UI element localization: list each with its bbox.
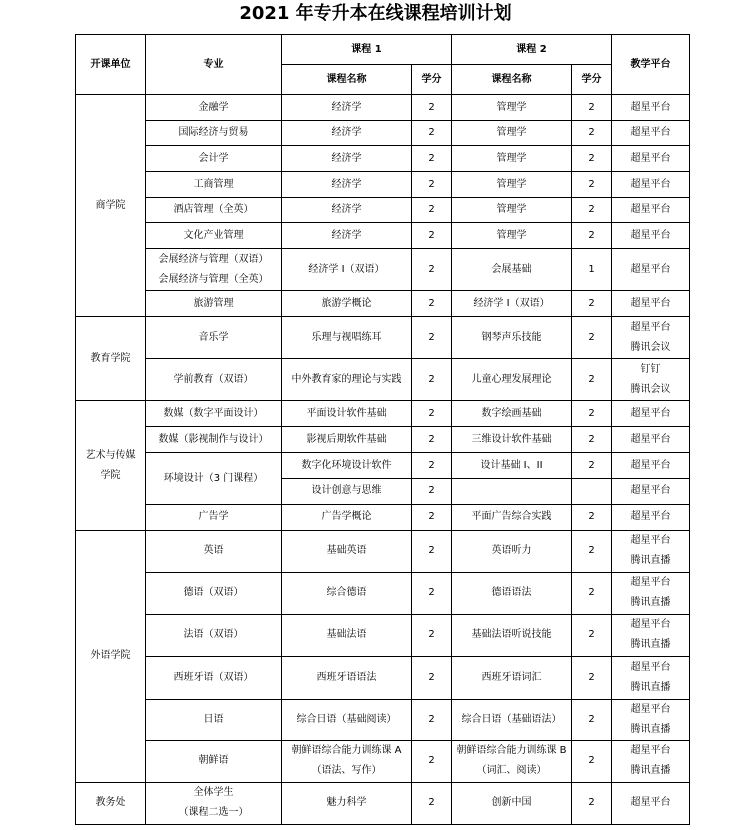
major-cell: 文化产业管理 [146,223,282,249]
credit2-cell: 2 [572,740,612,782]
credit2-cell: 2 [572,699,612,740]
course2-cell: 会展基础 [452,249,572,291]
credit1-cell: 2 [412,291,452,317]
course1-cell: 影视后期软件基础 [282,427,412,453]
platform-line: 腾讯直播 [630,639,671,651]
platform-line: 腾讯直播 [630,597,671,609]
platform-cell: 超星平台 [612,95,690,121]
header-course1-credit: 学分 [412,65,452,95]
platform-line: 腾讯直播 [630,765,671,777]
platform-cell: 超星平台 [612,223,690,249]
course-line: （词汇、阅读） [476,765,547,777]
major-cell: 西班牙语（双语） [146,656,282,699]
credit2-cell: 2 [572,401,612,427]
major-cell: 朝鲜语 [146,740,282,782]
course1-cell: 乐理与视唱练耳 [282,317,412,359]
credit2-cell: 2 [572,530,612,572]
platform-cell [612,699,690,740]
credit2-cell: 1 [572,249,612,291]
major-cell: 环境设计（3 门课程） [146,453,282,504]
unit-line: 学院 [100,469,121,481]
platform-cell [612,572,690,614]
major-cell: 数媒（影视制作与设计） [146,427,282,453]
course2-cell: 管理学 [452,223,572,249]
course1-cell: 经济学 [282,121,412,146]
platform-cell: 超星平台 [612,401,690,427]
credit2-cell: 2 [572,291,612,317]
credit2-cell: 2 [572,453,612,478]
course2-cell: 创新中国 [452,782,572,824]
major-cell: 国际经济与贸易 [146,121,282,146]
major-cell: 法语（双语） [146,614,282,656]
course2-cell: 管理学 [452,121,572,146]
platform-cell: 超星平台 [612,478,690,504]
major-cell: 德语（双语） [146,572,282,614]
platform-cell: 超星平台 [612,249,690,291]
major-cell: 广告学 [146,504,282,530]
credit2-cell: 2 [572,223,612,249]
course2-cell: 英语听力 [452,530,572,572]
platform-line: 超星平台 [630,577,671,589]
course2-cell: 三维设计软件基础 [452,427,572,453]
credit2-cell: 2 [572,359,612,401]
major-cell: 英语 [146,530,282,572]
course-plan-table [75,34,690,825]
table-row [76,572,690,614]
course1-cell: 魅力科学 [282,782,412,824]
course1-cell: 设计创意与思维 [282,478,412,504]
credit1-cell: 2 [412,249,452,291]
major-cell: 数媒（数字平面设计） [146,401,282,427]
course1-cell: 综合德语 [282,572,412,614]
course1-cell: 经济学 [282,223,412,249]
header-platform: 教学平台 [612,35,690,95]
credit1-cell: 2 [412,656,452,699]
platform-line: 超星平台 [630,703,671,715]
course2-cell [452,478,572,504]
credit1-cell: 2 [412,699,452,740]
credit2-cell: 2 [572,427,612,453]
credit1-cell: 2 [412,427,452,453]
credit1-cell: 2 [412,121,452,146]
major-cell: 会计学 [146,146,282,172]
platform-cell: 超星平台 [612,121,690,146]
credit2-cell: 2 [572,614,612,656]
credit1-cell: 2 [412,172,452,198]
major-cell: 金融学 [146,95,282,121]
course2-cell: 平面广告综合实践 [452,504,572,530]
credit1-cell: 2 [412,223,452,249]
course2-cell: 西班牙语词汇 [452,656,572,699]
credit1-cell: 2 [412,401,452,427]
course2-cell: 基础法语听说技能 [452,614,572,656]
course1-cell [282,740,412,782]
course1-cell: 平面设计软件基础 [282,401,412,427]
credit2-cell: 2 [572,121,612,146]
major-line: 会展经济与管理（双语） [158,253,269,265]
platform-line: 钉钉 [640,363,661,375]
major-cell [146,782,282,824]
credit1-cell: 2 [412,317,452,359]
course1-cell: 基础法语 [282,614,412,656]
course1-cell: 经济学 I（双语） [282,249,412,291]
course2-cell: 管理学 [452,95,572,121]
header-course1-name: 课程名称 [282,65,412,95]
header-course2-name: 课程名称 [452,65,572,95]
header-course2: 课程 2 [452,35,612,65]
credit1-cell: 2 [412,95,452,121]
table-row [76,121,690,146]
platform-cell [612,614,690,656]
table-row [76,656,690,699]
course1-cell: 经济学 [282,146,412,172]
major-cell: 酒店管理（全英） [146,198,282,223]
credit1-cell: 2 [412,614,452,656]
credit1-cell: 2 [412,453,452,478]
course1-cell: 经济学 [282,172,412,198]
header-course2-credit: 学分 [572,65,612,95]
table-row [76,198,690,223]
credit2-cell: 2 [572,172,612,198]
platform-line: 超星平台 [630,661,671,673]
course1-cell: 中外教育家的理论与实践 [282,359,412,401]
platform-cell: 超星平台 [612,504,690,530]
credit1-cell: 2 [412,572,452,614]
course-line: 朝鲜语综合能力训练课 A [291,745,402,757]
course2-cell: 设计基础 I、II [452,453,572,478]
platform-line: 腾讯直播 [630,681,671,693]
table-row [76,427,690,453]
credit1-cell: 2 [412,359,452,401]
major-line: 全体学生 [193,787,234,799]
course1-cell: 经济学 [282,198,412,223]
platform-line: 超星平台 [630,321,671,333]
major-cell: 学前教育（双语） [146,359,282,401]
major-line: （课程二选一） [178,807,249,819]
major-cell: 旅游管理 [146,291,282,317]
header-unit: 开课单位 [76,35,146,95]
platform-cell: 超星平台 [612,172,690,198]
platform-cell [612,530,690,572]
platform-line: 超星平台 [630,619,671,631]
platform-line: 腾讯直播 [630,555,671,567]
table-row [76,249,690,291]
course1-cell: 综合日语（基础阅读） [282,699,412,740]
table-row [76,453,690,478]
table-row [76,740,690,782]
course2-cell: 管理学 [452,198,572,223]
platform-line: 腾讯会议 [630,383,671,395]
table-row [76,530,690,572]
credit2-cell: 2 [572,656,612,699]
course2-cell: 儿童心理发展理论 [452,359,572,401]
credit2-cell: 2 [572,95,612,121]
course1-cell: 数字化环境设计软件 [282,453,412,478]
credit2-cell: 2 [572,504,612,530]
unit-cell: 商学院 [76,95,146,317]
course2-cell: 钢琴声乐技能 [452,317,572,359]
platform-cell [612,656,690,699]
platform-cell: 超星平台 [612,198,690,223]
platform-cell: 超星平台 [612,782,690,824]
major-cell: 音乐学 [146,317,282,359]
platform-cell: 超星平台 [612,291,690,317]
platform-line: 超星平台 [630,745,671,757]
header-major: 专业 [146,35,282,95]
unit-cell: 教务处 [76,782,146,824]
table-row [76,172,690,198]
course-line: 朝鲜语综合能力训练课 B [456,745,567,757]
course2-cell: 经济学 I（双语） [452,291,572,317]
table-row [76,317,690,359]
table-row [76,95,690,121]
credit1-cell: 2 [412,478,452,504]
course2-cell [452,740,572,782]
table-row [76,401,690,427]
credit1-cell: 2 [412,530,452,572]
table-row [76,504,690,530]
course-line: （语法、写作） [311,765,382,777]
header-course1: 课程 1 [282,35,452,65]
credit1-cell: 2 [412,740,452,782]
credit2-cell [572,478,612,504]
major-line: 会展经济与管理（全英） [158,273,269,285]
platform-cell: 超星平台 [612,453,690,478]
platform-line: 超星平台 [630,535,671,547]
course1-cell: 西班牙语语法 [282,656,412,699]
credit1-cell: 2 [412,504,452,530]
platform-cell [612,740,690,782]
unit-cell: 教育学院 [76,317,146,401]
course1-cell: 基础英语 [282,530,412,572]
table-row [76,614,690,656]
major-cell: 工商管理 [146,172,282,198]
course1-cell: 经济学 [282,95,412,121]
major-cell: 日语 [146,699,282,740]
table-row [76,359,690,401]
course2-cell: 数字绘画基础 [452,401,572,427]
table-row [76,223,690,249]
platform-line: 腾讯直播 [630,723,671,735]
unit-cell [76,401,146,530]
course1-cell: 旅游学概论 [282,291,412,317]
course2-cell: 德语语法 [452,572,572,614]
credit1-cell: 2 [412,782,452,824]
course2-cell: 管理学 [452,172,572,198]
unit-cell: 外语学院 [76,530,146,782]
credit2-cell: 2 [572,572,612,614]
credit1-cell: 2 [412,146,452,172]
platform-cell: 超星平台 [612,146,690,172]
table-row [76,782,690,824]
course1-cell: 广告学概论 [282,504,412,530]
course2-cell: 综合日语（基础语法） [452,699,572,740]
page-title: 2021 年专升本在线课程培训计划 [239,3,512,24]
course2-cell: 管理学 [452,146,572,172]
credit2-cell: 2 [572,782,612,824]
platform-cell [612,359,690,401]
platform-cell [612,317,690,359]
unit-line: 艺术与传媒 [85,449,136,461]
table-row [76,699,690,740]
major-cell [146,249,282,291]
credit2-cell: 2 [572,198,612,223]
credit2-cell: 2 [572,146,612,172]
platform-line: 腾讯会议 [630,341,671,353]
platform-cell: 超星平台 [612,427,690,453]
table-row [76,291,690,317]
credit2-cell: 2 [572,317,612,359]
table-row [76,146,690,172]
credit1-cell: 2 [412,198,452,223]
